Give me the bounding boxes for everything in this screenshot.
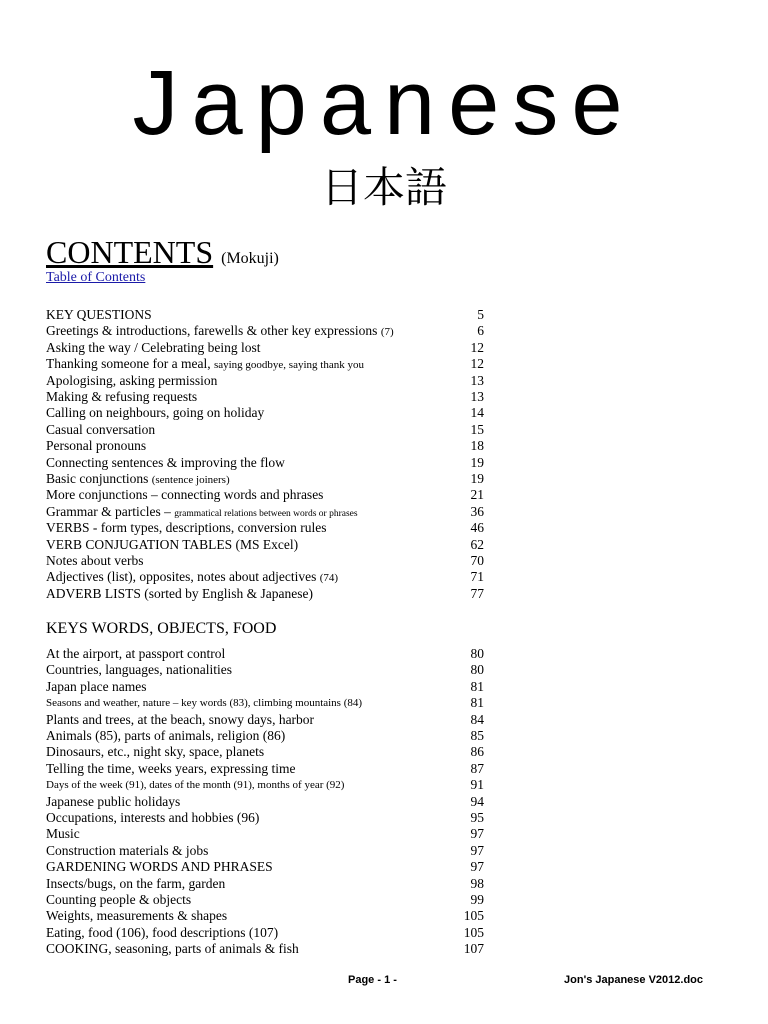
toc-entry-page: 86 xyxy=(470,744,484,760)
toc-entry-label: KEY QUESTIONS xyxy=(46,307,152,322)
toc-entry-label: Japanese public holidays xyxy=(46,793,181,809)
toc-entry-label: Basic conjunctions (sentence joiners) xyxy=(46,471,230,486)
toc-entry-page: 15 xyxy=(470,421,484,437)
toc-entry-label: COOKING, seasoning, parts of animals & fish xyxy=(46,941,299,957)
toc-entry-label: GARDENING WORDS AND PHRASES xyxy=(46,859,273,875)
toc-entry-label: Notes about verbs xyxy=(46,553,144,568)
toc-entry-note: (7) xyxy=(380,326,394,339)
toc-entry[interactable] xyxy=(46,586,484,602)
toc-entry-label: Adjectives (list), opposites, notes about adjectives (74) xyxy=(46,569,339,585)
toc-entry-page: 70 xyxy=(470,553,484,568)
toc-entry[interactable] xyxy=(46,712,484,728)
toc-entry-label: Days of the week (91), dates of the month (91), months of year (92) xyxy=(46,779,345,792)
toc-entry-page: 105 xyxy=(463,924,484,940)
contents-heading-text: CONTENTS xyxy=(46,234,214,270)
toc-entry[interactable] xyxy=(46,892,484,908)
toc-entry-label: Calling on neighbours, going on holiday xyxy=(46,405,265,421)
toc-entry-page: 87 xyxy=(470,760,484,776)
kanji-title: 日本語 xyxy=(320,163,447,212)
toc-entry-label: VERBS - form types, descriptions, conversion rules xyxy=(46,520,327,536)
toc-entry-label: Seasons and weather, nature – key words (83), climbing mountains (84) xyxy=(46,697,363,710)
toc-entry[interactable] xyxy=(46,925,484,941)
toc-entry-page: 81 xyxy=(470,695,484,711)
toc-entry[interactable] xyxy=(46,471,484,487)
toc-entry-page: 13 xyxy=(470,372,484,388)
toc-entry[interactable] xyxy=(46,553,484,569)
footer-document-name: Jon's Japanese V2012.doc xyxy=(564,974,703,986)
toc-entry-label: Casual conversation xyxy=(46,421,156,437)
toc-entry-label: Thanking someone for a meal, saying goodbye, saying thank you xyxy=(46,356,364,372)
toc-entry-page: 12 xyxy=(470,356,484,372)
toc-entry[interactable] xyxy=(46,455,484,471)
toc-entry-page: 105 xyxy=(463,908,484,924)
toc-entry-note: (sentence joiners) xyxy=(151,474,230,486)
toc-entry-page: 6 xyxy=(477,323,484,339)
toc-entry[interactable] xyxy=(46,761,484,777)
toc-entry-page: 13 xyxy=(470,389,484,404)
toc-entry-page: 46 xyxy=(470,520,484,536)
section-heading-key-words: KEYS WORDS, OBJECTS, FOOD xyxy=(46,620,277,637)
toc-entry-page: 77 xyxy=(470,585,484,601)
toc-entry-page: 91 xyxy=(470,777,484,793)
toc-entry-note: (74) xyxy=(319,572,339,585)
toc-entry[interactable] xyxy=(46,908,484,924)
toc-entry-label: Japan place names xyxy=(46,678,147,694)
toc-entry-page: 97 xyxy=(470,859,484,875)
toc-entry-label: Music xyxy=(46,826,80,842)
toc-entry-label: Making & refusing requests xyxy=(46,389,198,404)
toc-entry-label: Grammar & particles – grammatical relations between words or phrases xyxy=(46,503,358,519)
toc-entry-page: 97 xyxy=(470,842,484,858)
toc-entry[interactable] xyxy=(46,826,484,842)
toc-entry-label: ADVERB LISTS (sorted by English & Japanese) xyxy=(46,585,313,601)
toc-entry[interactable] xyxy=(46,504,484,520)
toc-entry[interactable] xyxy=(46,662,484,678)
toc-entry-page: 80 xyxy=(470,662,484,678)
toc-entry-page: 14 xyxy=(470,405,484,421)
toc-entry-page: 80 xyxy=(470,646,484,661)
toc-entry-page: 21 xyxy=(470,487,484,503)
toc-entry[interactable] xyxy=(46,695,484,711)
toc-entry-page: 62 xyxy=(470,536,484,552)
toc-entry[interactable] xyxy=(46,340,484,356)
toc-entry-label: Dinosaurs, etc., night sky, space, planets xyxy=(46,744,265,760)
toc-entry[interactable] xyxy=(46,520,484,536)
contents-subheading: (Mokuji) xyxy=(221,250,279,267)
toc-entry-label: Telling the time, weeks years, expressing time xyxy=(46,760,296,776)
toc-entry-page: 107 xyxy=(463,941,484,957)
toc-entry-label: Asking the way / Celebrating being lost xyxy=(46,339,261,355)
toc-entry[interactable] xyxy=(46,777,484,793)
toc-entry-label: Eating, food (106), food descriptions (107) xyxy=(46,924,279,940)
toc-entry[interactable] xyxy=(46,794,484,810)
toc-entry-label: Insects/bugs, on the farm, garden xyxy=(46,875,226,891)
footer-page-number: Page - 1 - xyxy=(348,974,397,986)
toc-entry-label: Connecting sentences & improving the flow xyxy=(46,454,285,470)
table-of-contents-link[interactable]: Table of Contents xyxy=(46,270,146,285)
toc-entry[interactable] xyxy=(46,405,484,421)
toc-entry-page: 5 xyxy=(477,307,484,322)
toc-entry-label: Plants and trees, at the beach, snowy days, harbor xyxy=(46,711,315,727)
toc-entry[interactable] xyxy=(46,438,484,454)
toc-entry[interactable] xyxy=(46,537,484,553)
toc-entry-page: 36 xyxy=(470,503,484,519)
toc-entry[interactable] xyxy=(46,569,484,585)
toc-entry[interactable] xyxy=(46,679,484,695)
toc-entry-page: 81 xyxy=(470,678,484,694)
toc-entry-page: 99 xyxy=(470,892,484,907)
toc-entry[interactable] xyxy=(46,728,484,744)
toc-entry[interactable] xyxy=(46,810,484,826)
toc-entry-label: Animals (85), parts of animals, religion (86) xyxy=(46,728,286,743)
toc-entry[interactable] xyxy=(46,487,484,503)
toc-entry-page: 95 xyxy=(470,810,484,825)
toc-entry-label: Counting people & objects xyxy=(46,892,192,907)
toc-entry-note: saying goodbye, saying thank you xyxy=(213,359,364,372)
toc-entry-page: 85 xyxy=(470,728,484,743)
toc-entry-page: 19 xyxy=(470,454,484,470)
toc-entry-label: Personal pronouns xyxy=(46,438,147,454)
toc-entry-page: 84 xyxy=(470,711,484,727)
toc-entry-page: 18 xyxy=(470,438,484,454)
toc-entry-label: At the airport, at passport control xyxy=(46,646,226,661)
toc-entry-page: 19 xyxy=(470,471,484,486)
toc-entry-page: 94 xyxy=(470,793,484,809)
toc-entry[interactable] xyxy=(46,941,484,957)
toc-entry[interactable] xyxy=(46,744,484,760)
toc-entry[interactable] xyxy=(46,859,484,875)
document-title: Japanese xyxy=(132,52,636,154)
toc-entry[interactable] xyxy=(46,356,484,372)
toc-entry[interactable] xyxy=(46,323,484,339)
toc-entry-page: 12 xyxy=(470,339,484,355)
toc-entry-label: Greetings & introductions, farewells & other key expressions (7) xyxy=(46,323,394,339)
toc-entry-label: Weights, measurements & shapes xyxy=(46,908,228,924)
toc-entry-page: 71 xyxy=(470,569,484,585)
toc-entry-label: Construction materials & jobs xyxy=(46,842,209,858)
toc-entry-label: VERB CONJUGATION TABLES (MS Excel) xyxy=(46,536,299,552)
toc-entry-label: Countries, languages, nationalities xyxy=(46,662,232,678)
toc-entry-label: More conjunctions – connecting words and phrases xyxy=(46,487,324,503)
toc-entry-page: 98 xyxy=(470,875,484,891)
toc-entry-note: grammatical relations between words or phrases xyxy=(174,508,358,519)
toc-entry-label: Apologising, asking permission xyxy=(46,372,218,388)
toc-entry-page: 97 xyxy=(470,826,484,842)
toc-entry[interactable] xyxy=(46,373,484,389)
toc-entry[interactable] xyxy=(46,307,484,323)
toc-entry-label: Occupations, interests and hobbies (96) xyxy=(46,810,260,825)
toc-entry[interactable] xyxy=(46,422,484,438)
toc-entry[interactable] xyxy=(46,389,484,405)
toc-entry[interactable] xyxy=(46,646,484,662)
toc-entry[interactable] xyxy=(46,843,484,859)
toc-entry[interactable] xyxy=(46,876,484,892)
